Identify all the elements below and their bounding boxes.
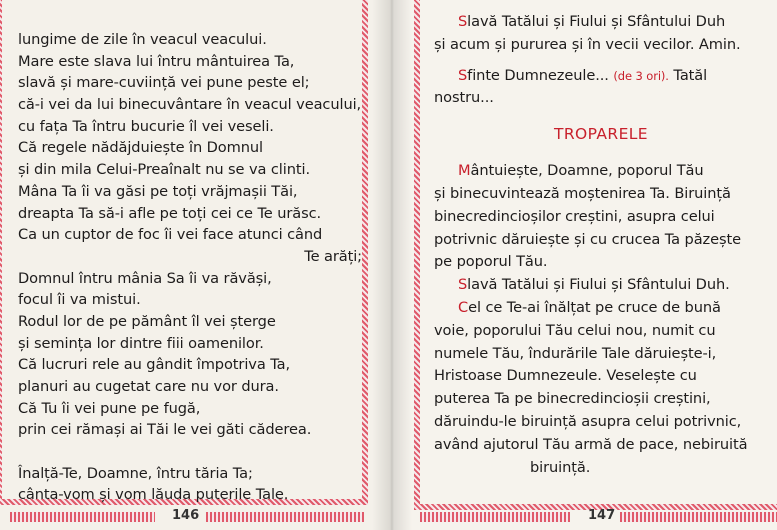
- red-initial: C: [458, 298, 469, 316]
- red-initial: M: [458, 162, 471, 180]
- text-line: Că regele nădăjduiește în Domnul: [18, 139, 263, 157]
- red-initial: S: [458, 276, 468, 294]
- text-span: Tatăl: [673, 66, 708, 84]
- troparion-line: pe poporul Tău.: [434, 253, 548, 271]
- text-line: Mâna Ta îi va găsi pe toți vrăjmașii Tăi,: [18, 182, 298, 200]
- text-line: lungime de zile în veacul veacului.: [18, 31, 267, 48]
- text-line: focul îi va mistui.: [18, 291, 141, 309]
- troparion-line: binecredincioșilor creștini, asupra celui: [434, 207, 715, 225]
- doxology-line: [434, 11, 768, 34]
- text-line: Rodul lor de pe pământ îl vei șterge: [18, 312, 276, 330]
- section-heading: TROPARELE: [554, 125, 648, 144]
- troparion-line: dăruindu-le biruință asupra celui potrivnic,: [434, 412, 742, 430]
- text-span: finte Dumnezeule...: [467, 66, 609, 84]
- troparion-line: având ajutorul Tău armă de pace, nebiruită: [434, 435, 748, 453]
- text-line: planuri au cugetat care nu vor dura.: [18, 378, 279, 395]
- right-footer-ornament-b: [620, 512, 777, 522]
- troparion-line: voie, poporului Tău celui nou, numit cu: [434, 321, 716, 339]
- stanza-gap: [18, 441, 366, 463]
- text-line: cânta-vom și vom lăuda puterile Tale.: [18, 486, 289, 504]
- red-initial: S: [458, 13, 468, 30]
- text-line: prin cei rămași ai Tăi le vei găti căderea.: [18, 421, 312, 439]
- troparion-line: biruință.: [530, 458, 591, 476]
- right-footer-ornament-a: [420, 512, 570, 522]
- text-line: cu fața Ta întru bucurie îl vei veseli.: [18, 117, 274, 135]
- trisagion-line: [434, 65, 768, 88]
- troparion-line: și binecuvintează moștenirea Ta. Biruință: [434, 184, 731, 202]
- left-page-text: [18, 29, 366, 506]
- trisagion-line: nostru...: [434, 89, 494, 107]
- left-page-number: 146: [172, 508, 200, 523]
- text-line: Mare este slava lui întru mântuirea Ta,: [18, 52, 295, 70]
- repeat-note: (de 3 ori).: [613, 68, 669, 83]
- text-line: și din mila Celui-Preaînalt nu se va clinti.: [18, 161, 310, 179]
- text-line: Că Tu îi vei pune pe fugă,: [18, 399, 201, 417]
- doxology-line: și acum și pururea și în vecii vecilor. Amin.: [434, 35, 741, 53]
- text-line: că-i vei da lui binecuvântare în veacul veacului,: [18, 96, 362, 114]
- text-span: el ce Te-ai înălțat pe cruce de bună: [468, 298, 721, 316]
- troparion-line: [434, 160, 768, 183]
- text-line: Înalță-Te, Doamne, întru tăria Ta;: [18, 464, 253, 482]
- text-line: dreapta Ta să-i afle pe toți cei ce Te urăsc.: [18, 204, 322, 222]
- text-line: și semința lor dintre fiii oamenilor.: [18, 334, 264, 352]
- troparion-line: [434, 297, 768, 320]
- right-page-text: [434, 11, 768, 479]
- text-line: Domnul întru mânia Sa îi va răvăși,: [18, 269, 272, 287]
- text-line: Te arăți;: [304, 247, 362, 265]
- text-line: slavă și mare-cuviință vei pune peste el;: [18, 74, 310, 92]
- troparion-line: Hristoase Dumnezeule. Veselește cu: [434, 367, 697, 385]
- red-initial: S: [458, 66, 468, 84]
- troparion-line: numele Tău, îndurările Tale dăruiește-i,: [434, 344, 717, 362]
- right-page-number: 147: [588, 508, 616, 523]
- text-span: lavă Tatălui și Fiului și Sfântului Duh.: [467, 276, 730, 294]
- troparion-line: puterea Ta pe binecredincioșii creștini,: [434, 390, 711, 408]
- left-footer-ornament-a: [10, 512, 155, 522]
- doxology2-line: [434, 274, 768, 297]
- left-footer-ornament-b: [206, 512, 364, 522]
- text-span: lavă Tatălui și Fiului și Sfântului Duh: [467, 13, 726, 30]
- text-span: ântuiește, Doamne, poporul Tău: [470, 162, 704, 180]
- text-line: Ca un cuptor de foc îi vei face atunci când: [18, 226, 323, 244]
- text-line: Că lucruri rele au gândit împotriva Ta,: [18, 356, 290, 374]
- troparion-line: potrivnic dăruiește și cu crucea Ta păzește: [434, 230, 741, 248]
